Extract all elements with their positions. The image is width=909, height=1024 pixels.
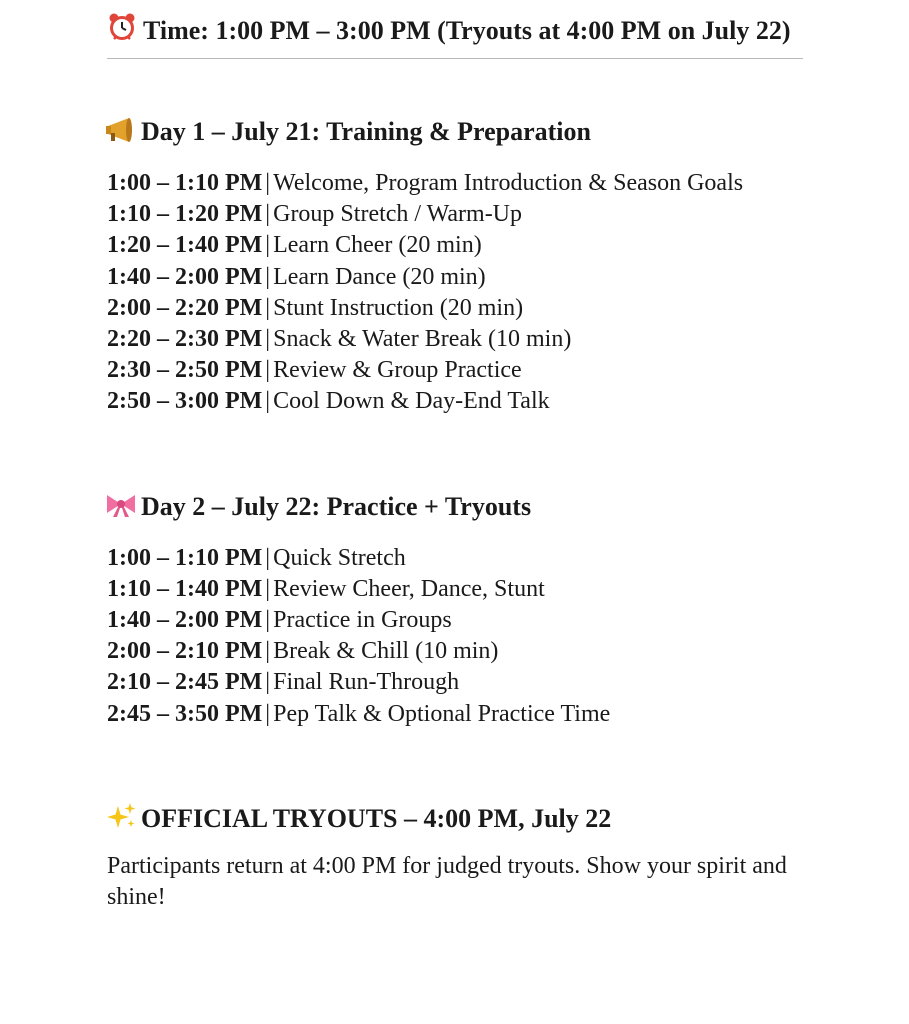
schedule-activity: Group Stretch / Warm-Up (273, 201, 523, 228)
schedule-row (107, 230, 807, 261)
schedule-row (107, 355, 807, 386)
day1-title: Day 1 – July 21: Training & Preparation (141, 117, 591, 146)
separator: | (265, 607, 271, 634)
schedule-activity: Learn Dance (20 min) (273, 263, 486, 290)
schedule-row (107, 386, 807, 417)
schedule-activity: Final Run-Through (273, 669, 460, 696)
schedule-row (107, 293, 807, 324)
schedule-activity: Stunt Instruction (20 min) (273, 294, 524, 321)
schedule-time: 1:00 – 1:10 PM (107, 544, 263, 571)
schedule-activity: Welcome, Program Introduction & Season Goals (273, 170, 744, 196)
separator: | (265, 263, 271, 290)
schedule-time: 1:40 – 2:00 PM (107, 263, 263, 290)
separator: | (265, 669, 271, 696)
day1-schedule (107, 168, 807, 418)
separator: | (265, 294, 271, 321)
schedule-activity: Pep Talk & Optional Practice Time (273, 700, 611, 727)
schedule-row (107, 324, 807, 355)
schedule-row (107, 199, 807, 230)
schedule-row (107, 636, 807, 667)
schedule-row (107, 543, 807, 574)
schedule-document (107, 12, 807, 913)
day2-schedule (107, 543, 807, 730)
schedule-activity: Practice in Groups (273, 607, 452, 634)
megaphone-icon (105, 114, 141, 150)
schedule-activity: Learn Cheer (20 min) (273, 232, 482, 259)
schedule-time: 2:00 – 2:20 PM (107, 294, 263, 321)
schedule-row (107, 168, 767, 199)
schedule-time: 1:40 – 2:00 PM (107, 607, 263, 634)
separator: | (265, 544, 271, 571)
tryouts-title: OFFICIAL TRYOUTS – 4:00 PM, July 22 (141, 803, 612, 833)
horizontal-divider (107, 58, 803, 59)
day2-title: Day 2 – July 22: Practice + Tryouts (141, 491, 532, 521)
alarm-clock-icon (107, 12, 143, 50)
schedule-time: 2:50 – 3:00 PM (107, 388, 263, 415)
schedule-activity: Review Cheer, Dance, Stunt (273, 575, 545, 602)
schedule-time: 2:00 – 2:10 PM (107, 638, 263, 665)
separator: | (265, 232, 271, 259)
separator: | (265, 201, 271, 228)
schedule-time: 2:30 – 2:50 PM (107, 357, 263, 384)
schedule-time: 1:10 – 1:40 PM (107, 575, 263, 602)
schedule-activity: Snack & Water Break (10 min) (273, 326, 572, 353)
schedule-time: 1:00 – 1:10 PM (107, 170, 263, 196)
schedule-time: 2:20 – 2:30 PM (107, 326, 263, 353)
schedule-row (107, 262, 807, 293)
schedule-time: 1:10 – 1:20 PM (107, 201, 263, 228)
time-heading-text: Time: 1:00 PM – 3:00 PM (Tryouts at 4:00 PM on July 22) (143, 16, 791, 45)
schedule-time: 2:10 – 2:45 PM (107, 669, 263, 696)
schedule-activity: Break & Chill (10 min) (273, 638, 499, 665)
schedule-row (107, 699, 807, 730)
schedule-row (107, 605, 807, 636)
separator: | (265, 326, 271, 353)
day2-heading (105, 489, 807, 525)
schedule-activity: Cool Down & Day-End Talk (273, 388, 550, 415)
time-heading (107, 12, 807, 50)
schedule-activity: Quick Stretch (273, 544, 406, 571)
separator: | (265, 575, 271, 602)
schedule-row (107, 574, 807, 605)
schedule-time: 2:45 – 3:50 PM (107, 700, 263, 727)
tryouts-heading (105, 801, 807, 837)
ribbon-bow-icon (105, 489, 141, 525)
day1-heading (105, 114, 807, 150)
separator: | (265, 700, 271, 727)
separator: | (265, 170, 271, 196)
schedule-activity: Review & Group Practice (273, 357, 522, 384)
tryouts-description: Participants return at 4:00 PM for judged tryouts. Show your spirit and shine! (107, 852, 787, 910)
schedule-row (107, 667, 807, 698)
sparkles-icon (105, 801, 141, 837)
separator: | (265, 357, 271, 384)
separator: | (265, 388, 271, 415)
schedule-time: 1:20 – 1:40 PM (107, 232, 263, 259)
separator: | (265, 638, 271, 665)
